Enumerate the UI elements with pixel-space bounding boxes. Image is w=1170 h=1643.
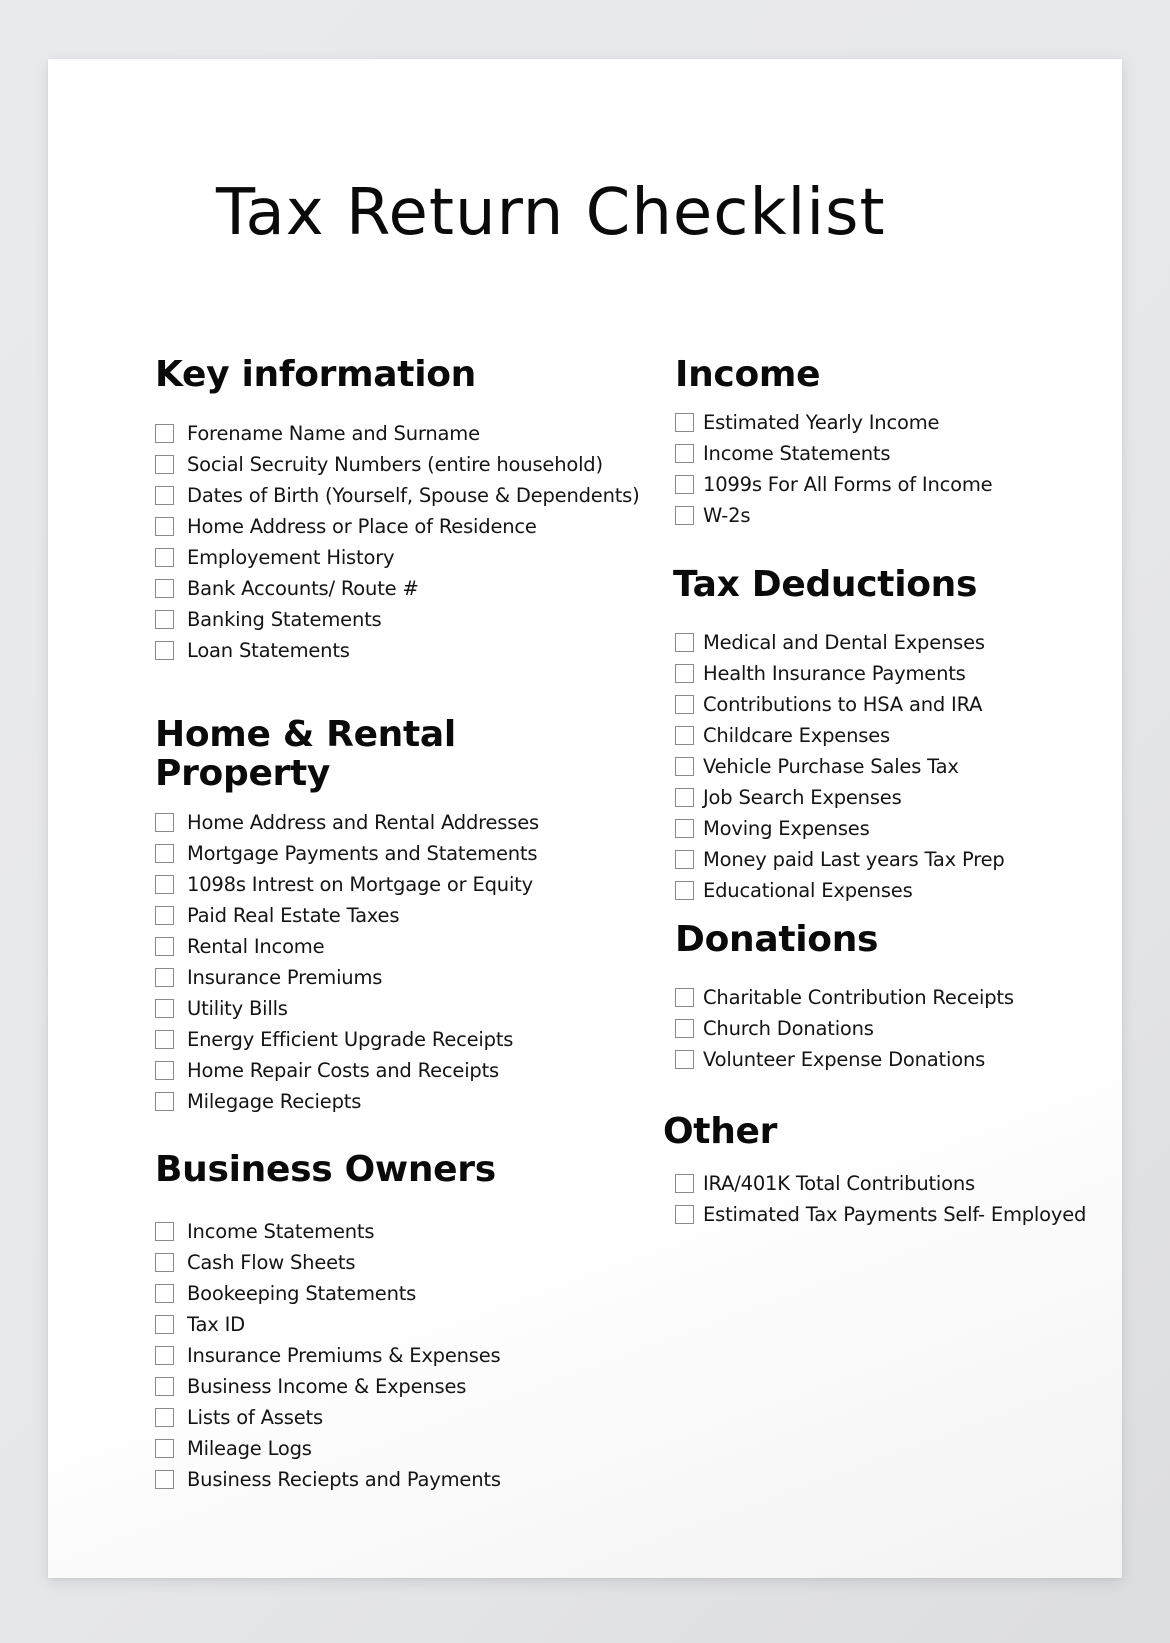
- checkbox-icon[interactable]: [675, 475, 694, 494]
- checkbox-icon[interactable]: [155, 937, 174, 956]
- checkbox-icon[interactable]: [155, 813, 174, 832]
- item-label: Social Secruity Numbers (entire household): [187, 453, 603, 476]
- checkbox-icon[interactable]: [155, 548, 174, 567]
- checklist-item[interactable]: [155, 1371, 501, 1402]
- checkbox-icon[interactable]: [675, 1174, 694, 1193]
- item-label: IRA/401K Total Contributions: [703, 1172, 975, 1195]
- checklist-item[interactable]: [155, 838, 539, 869]
- checkbox-icon[interactable]: [155, 610, 174, 629]
- checklist-item[interactable]: [155, 1402, 501, 1433]
- item-label: Utility Bills: [187, 997, 288, 1020]
- checklist-item[interactable]: [155, 480, 640, 511]
- checklist-item[interactable]: [675, 658, 1005, 689]
- item-label: Educational Expenses: [703, 879, 913, 902]
- section-heading: Business Owners: [155, 1149, 496, 1190]
- checkbox-icon[interactable]: [675, 506, 694, 525]
- checkbox-icon[interactable]: [675, 726, 694, 745]
- checklist-item[interactable]: [675, 469, 992, 500]
- checklist-item[interactable]: [675, 875, 1005, 906]
- section-heading: [155, 715, 456, 793]
- item-label: Childcare Expenses: [703, 724, 890, 747]
- checkbox-icon[interactable]: [155, 579, 174, 598]
- checklist-item[interactable]: [675, 720, 1005, 751]
- checklist-item[interactable]: [155, 869, 539, 900]
- checkbox-icon[interactable]: [675, 988, 694, 1007]
- page-title: Tax Return Checklist: [216, 176, 886, 250]
- checkbox-icon[interactable]: [675, 633, 694, 652]
- checklist-item[interactable]: [155, 1086, 539, 1117]
- checkbox-icon[interactable]: [675, 819, 694, 838]
- item-label: Business Reciepts and Payments: [187, 1468, 501, 1491]
- checkbox-icon[interactable]: [155, 1030, 174, 1049]
- checklist-item[interactable]: [155, 511, 640, 542]
- checkbox-icon[interactable]: [155, 906, 174, 925]
- item-label: Paid Real Estate Taxes: [187, 904, 400, 927]
- checklist-item[interactable]: [155, 900, 539, 931]
- item-label: Income Statements: [187, 1220, 375, 1243]
- checkbox-icon[interactable]: [155, 1092, 174, 1111]
- checkbox-icon[interactable]: [155, 1222, 174, 1241]
- item-label: Tax ID: [187, 1313, 245, 1336]
- checklist-item[interactable]: [675, 627, 1005, 658]
- checkbox-icon[interactable]: [675, 757, 694, 776]
- checklist-page: [48, 59, 1122, 1578]
- checklist-item[interactable]: [675, 751, 1005, 782]
- checkbox-icon[interactable]: [675, 413, 694, 432]
- checklist-item[interactable]: [155, 1309, 501, 1340]
- checklist-item[interactable]: [155, 993, 539, 1024]
- checklist: [155, 1216, 501, 1495]
- item-label: 1098s Intrest on Mortgage or Equity: [187, 873, 533, 896]
- item-label: Income Statements: [703, 442, 891, 465]
- item-label: Job Search Expenses: [703, 786, 902, 809]
- checkbox-icon[interactable]: [155, 1253, 174, 1272]
- item-label: 1099s For All Forms of Income: [703, 473, 993, 496]
- item-label: Contributions to HSA and IRA: [703, 693, 983, 716]
- checklist-item[interactable]: [675, 982, 1014, 1013]
- checklist-item[interactable]: [675, 438, 992, 469]
- checkbox-icon[interactable]: [155, 1061, 174, 1080]
- checkbox-icon[interactable]: [155, 1346, 174, 1365]
- checklist-item[interactable]: [155, 418, 640, 449]
- checklist-item[interactable]: [155, 1247, 501, 1278]
- checkbox-icon[interactable]: [675, 850, 694, 869]
- item-label: Banking Statements: [187, 608, 382, 631]
- checklist-item[interactable]: [675, 1044, 1014, 1075]
- item-label: Home Address and Rental Addresses: [187, 811, 539, 834]
- checklist-item[interactable]: [155, 1340, 501, 1371]
- item-label: Vehicle Purchase Sales Tax: [703, 755, 959, 778]
- item-label: Cash Flow Sheets: [187, 1251, 356, 1274]
- checkbox-icon[interactable]: [675, 788, 694, 807]
- item-label: Church Donations: [703, 1017, 874, 1040]
- item-label: Insurance Premiums & Expenses: [187, 1344, 501, 1367]
- checklist-item[interactable]: [155, 962, 539, 993]
- section-home-rental-property: [155, 714, 539, 1113]
- section-key-information: [155, 354, 640, 662]
- checklist-item[interactable]: [155, 807, 539, 838]
- section-business-owners: [155, 1149, 501, 1491]
- item-label: Money paid Last years Tax Prep: [703, 848, 1005, 871]
- section-heading-line: Home & Rental: [155, 714, 456, 755]
- section-donations: [675, 919, 1014, 1071]
- item-label: Mileage Logs: [187, 1437, 312, 1460]
- checklist-item[interactable]: [675, 844, 1005, 875]
- checklist: [155, 807, 539, 1117]
- item-label: Dates of Birth (Yourself, Spouse & Dependents): [187, 484, 640, 507]
- checkbox-icon[interactable]: [675, 1205, 694, 1224]
- checkbox-icon[interactable]: [155, 517, 174, 536]
- item-label: Health Insurance Payments: [703, 662, 966, 685]
- checklist-item[interactable]: [675, 782, 1005, 813]
- item-label: Business Income & Expenses: [187, 1375, 467, 1398]
- item-label: Employement History: [187, 546, 395, 569]
- checklist-item[interactable]: [155, 1216, 501, 1247]
- section-heading: Income: [675, 354, 821, 395]
- item-label: Moving Expenses: [703, 817, 870, 840]
- item-label: Mortgage Payments and Statements: [187, 842, 538, 865]
- section-other: [663, 1111, 1087, 1226]
- checklist-item[interactable]: [675, 1013, 1014, 1044]
- checklist: [675, 407, 992, 531]
- checkbox-icon[interactable]: [675, 1050, 694, 1069]
- item-label: Insurance Premiums: [187, 966, 383, 989]
- item-label: W-2s: [703, 504, 751, 527]
- checkbox-icon[interactable]: [675, 664, 694, 683]
- checklist-item[interactable]: [155, 542, 640, 573]
- checkbox-icon[interactable]: [155, 875, 174, 894]
- checkbox-icon[interactable]: [155, 1315, 174, 1334]
- item-label: Energy Efficient Upgrade Receipts: [187, 1028, 514, 1051]
- checkbox-icon[interactable]: [155, 968, 174, 987]
- checkbox-icon[interactable]: [675, 1019, 694, 1038]
- checklist: [675, 1168, 1086, 1230]
- item-label: Loan Statements: [187, 639, 350, 662]
- item-label: Estimated Tax Payments Self- Employed: [703, 1203, 1087, 1226]
- item-label: Bank Accounts/ Route #: [187, 577, 419, 600]
- checklist-item[interactable]: [675, 1199, 1086, 1230]
- checklist-item[interactable]: [155, 1024, 539, 1055]
- checkbox-icon[interactable]: [675, 695, 694, 714]
- item-label: Medical and Dental Expenses: [703, 631, 985, 654]
- checklist-item[interactable]: [155, 1464, 501, 1495]
- checklist-item[interactable]: [155, 573, 640, 604]
- checkbox-icon[interactable]: [155, 999, 174, 1018]
- item-label: Home Repair Costs and Receipts: [187, 1059, 499, 1082]
- checklist-item[interactable]: [155, 931, 539, 962]
- checkbox-icon[interactable]: [155, 1408, 174, 1427]
- checklist-item[interactable]: [675, 407, 992, 438]
- item-label: Estimated Yearly Income: [703, 411, 940, 434]
- item-label: Home Address or Place of Residence: [187, 515, 537, 538]
- checklist-item[interactable]: [155, 604, 640, 635]
- section-heading: Donations: [675, 919, 879, 960]
- item-label: Charitable Contribution Receipts: [703, 986, 1014, 1009]
- checklist-item[interactable]: [155, 635, 640, 666]
- item-label: Milegage Reciepts: [187, 1090, 362, 1113]
- checkbox-icon[interactable]: [155, 1470, 174, 1489]
- checklist-item[interactable]: [675, 500, 992, 531]
- checklist-item[interactable]: [155, 1055, 539, 1086]
- checkbox-icon[interactable]: [155, 455, 174, 474]
- section-tax-deductions: [673, 564, 1005, 902]
- section-heading: Other: [663, 1111, 778, 1152]
- checkbox-icon[interactable]: [675, 444, 694, 463]
- section-income: [675, 354, 993, 527]
- section-heading-line: Property: [155, 753, 331, 794]
- checklist-item[interactable]: [675, 1168, 1086, 1199]
- checkbox-icon[interactable]: [155, 844, 174, 863]
- item-label: Rental Income: [187, 935, 325, 958]
- checklist: [675, 627, 1005, 906]
- checkbox-icon[interactable]: [675, 881, 694, 900]
- item-label: Forename Name and Surname: [187, 422, 480, 445]
- checklist-item[interactable]: [675, 689, 1005, 720]
- checkbox-icon[interactable]: [155, 1284, 174, 1303]
- item-label: Bookeeping Statements: [187, 1282, 417, 1305]
- checklist: [675, 982, 1014, 1075]
- checklist-item[interactable]: [155, 1278, 501, 1309]
- item-label: Volunteer Expense Donations: [703, 1048, 986, 1071]
- checkbox-icon[interactable]: [155, 424, 174, 443]
- checklist-item[interactable]: [155, 449, 640, 480]
- checkbox-icon[interactable]: [155, 1439, 174, 1458]
- section-heading: Key information: [155, 354, 477, 395]
- checkbox-icon[interactable]: [155, 486, 174, 505]
- checklist: [155, 418, 640, 666]
- checklist-item[interactable]: [155, 1433, 501, 1464]
- item-label: Lists of Assets: [187, 1406, 323, 1429]
- checkbox-icon[interactable]: [155, 641, 174, 660]
- checklist-item[interactable]: [675, 813, 1005, 844]
- checkbox-icon[interactable]: [155, 1377, 174, 1396]
- section-heading: Tax Deductions: [673, 564, 978, 605]
